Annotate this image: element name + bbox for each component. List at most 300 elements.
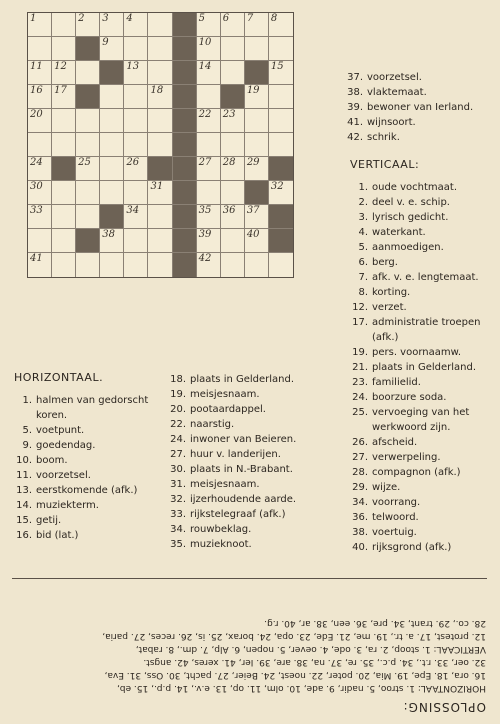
grid-cell[interactable] [197,109,221,133]
clue-item [14,483,148,498]
clue-text: plaats in N.-Brabant. [190,464,293,475]
grid-cell[interactable] [124,13,148,37]
clue-item [350,315,480,330]
clue-number: 2. [358,197,368,208]
clue-item [168,432,296,447]
grid-cell[interactable] [197,61,221,85]
grid-cell[interactable] [28,13,52,37]
horizontaal-section [14,370,148,543]
clue-number: 18. [170,374,186,385]
cell-number: 8 [270,13,278,24]
clue-item [350,450,480,465]
clue-item [350,345,480,360]
cell-number: 38 [102,229,115,240]
cell-number: 27 [198,157,212,168]
grid-cell[interactable] [100,181,124,205]
clue-item [350,480,480,495]
grid-cell[interactable] [197,13,221,37]
clue-number: 24. [170,434,186,445]
clue-number: 17. [352,317,368,328]
clue-text: voorzetsel. [367,72,422,83]
solution-line: 16. ora, 18. Epe, 19. Mia, 20. poter, 22. noest, 24. Beier, 27. pacht, 30. Oss, 31. Eva, [104,670,486,680]
cell-number: 1 [30,13,37,24]
grid-cell[interactable] [100,229,124,253]
cell-number: 7 [246,13,254,24]
cell-number: 14 [198,61,212,72]
clue-number: 26. [352,437,368,448]
clue-number: 13. [16,485,32,496]
clue-text: halmen van gedorscht [36,395,149,406]
clue-text: plaats in Gelderland. [190,374,295,385]
clue-item [350,525,480,540]
grid-cell-black [173,133,197,157]
grid-cell[interactable] [76,181,100,205]
grid-cell[interactable] [269,37,293,61]
grid-cell-black [52,157,76,181]
clue-text-continued: werkwoord zijn. [372,422,451,433]
verticaal-section [350,157,480,555]
grid-cell-black [100,205,124,229]
clue-number: 35. [170,539,186,550]
grid-cell[interactable] [76,13,100,37]
grid-cell[interactable] [100,37,124,61]
clue-text: verzet. [372,302,407,313]
grid-cell[interactable] [76,205,100,229]
clue-text: voorrang. [372,497,421,508]
grid-cell[interactable] [221,13,245,37]
clue-text: boorzure soda. [372,392,447,403]
clue-text: rijkstelegraaf (afk.) [190,509,286,520]
grid-cell[interactable] [100,253,124,277]
grid-cell-black [76,37,100,61]
clue-number: 36. [352,512,368,523]
clue-item [350,465,480,480]
cell-number: 22 [198,109,212,120]
solution-line: HORIZONTAAL: 1. stroo, 5. nadir, 9. ade, 10. olm, 11. op, 13. e.v., 14. p.p., 15. eb, [116,683,486,693]
grid-cell-black [76,229,100,253]
clue-number: 10. [16,455,32,466]
cell-number: 10 [198,37,212,48]
grid-cell[interactable] [124,157,148,181]
grid-cell[interactable] [124,85,148,109]
grid-cell-black [269,157,293,181]
clue-item [345,115,473,130]
grid-cell[interactable] [124,61,148,85]
grid-cell-black [173,109,197,133]
clue-text: eerstkomende (afk.) [36,485,138,496]
grid-cell[interactable] [28,85,52,109]
grid-cell[interactable] [52,109,76,133]
grid-cell[interactable] [197,37,221,61]
clue-item [14,423,148,438]
grid-cell[interactable] [76,133,100,157]
grid-cell[interactable] [245,133,269,157]
clue-number: 40. [352,542,368,553]
clue-number: 37. [347,72,363,83]
clue-number: 7. [358,272,368,283]
clue-item [350,360,480,375]
cell-number: 29 [246,157,260,168]
clue-text: oude vochtmaat. [372,182,458,193]
clue-number: 1. [22,395,32,406]
clue-item [168,507,296,522]
clue-text: bewoner van Ierland. [367,102,474,113]
clue-number: 19. [170,389,186,400]
clue-item [14,528,148,543]
solution-lines [14,616,486,694]
grid-cell[interactable] [197,205,221,229]
grid-cell[interactable] [269,61,293,85]
clue-item [350,285,480,300]
clue-number: 41. [347,117,363,128]
grid-cell[interactable] [100,133,124,157]
clue-item [345,70,473,85]
grid-cell[interactable] [269,13,293,37]
clue-item [168,402,296,417]
cell-number: 33 [30,205,43,216]
clue-number: 30. [170,464,186,475]
grid-cell[interactable] [148,61,172,85]
cell-number: 18 [150,85,164,96]
clue-item [350,510,480,525]
grid-cell[interactable] [197,85,221,109]
clue-number: 5. [358,242,368,253]
clue-text: waterkant. [372,227,426,238]
clue-number: 8. [358,287,368,298]
clue-number: 38. [347,87,363,98]
clue-item [14,498,148,513]
grid-cell-black [100,61,124,85]
grid-cell-black [173,157,197,181]
clue-number: 31. [170,479,186,490]
grid-cell[interactable] [124,253,148,277]
grid-cell-black [173,229,197,253]
clue-text: rouwbeklag. [190,524,252,535]
grid-cell[interactable] [52,133,76,157]
grid-cell[interactable] [269,253,293,277]
grid-cell-black [173,181,197,205]
grid-cell[interactable] [221,181,245,205]
grid-cell[interactable] [124,133,148,157]
clue-item [345,130,473,145]
grid-cell[interactable] [148,13,172,37]
grid-cell[interactable] [28,181,52,205]
clue-item [168,492,296,507]
grid-cell-black [173,37,197,61]
grid-cell[interactable] [52,229,76,253]
cell-number: 3 [102,13,109,24]
cell-number: 31 [150,181,164,192]
grid-cell[interactable] [197,229,221,253]
grid-cell[interactable] [124,109,148,133]
clue-number: 33. [170,509,186,520]
solution-upside-down [0,578,500,724]
clue-text: telwoord. [372,512,419,523]
grid-cell[interactable] [245,229,269,253]
clue-text: voorzetsel. [36,470,91,481]
clue-text: muzieknoot. [190,539,252,550]
clue-text: verwerpeling. [372,452,441,463]
grid-cell[interactable] [221,133,245,157]
grid-cell[interactable] [197,181,221,205]
clue-item [168,372,296,387]
grid-cell[interactable] [245,205,269,229]
solution-line: VERTICAAL: 1. stoop, 2. ra, 3. ode, 4. oever, 5. nopen, 6. Alp, 7. dm., 8. rabat, [135,644,486,654]
clue-text: goedendag. [36,440,96,451]
grid-cell[interactable] [269,109,293,133]
clue-text: berg. [372,257,398,268]
clue-number: 27. [170,449,186,460]
clue-text: schrik. [367,132,400,143]
grid-cell[interactable] [221,157,245,181]
clue-number: 24. [352,392,368,403]
cell-number: 34 [126,205,140,216]
grid-cell-black [245,181,269,205]
clue-number: 4. [358,227,368,238]
clue-text: plaats in Gelderland. [372,362,477,373]
grid-cell[interactable] [28,133,52,157]
clue-text: inwoner van Beieren. [190,434,297,445]
clue-number: 6. [358,257,368,268]
grid-cell-black [173,205,197,229]
cell-number: 26 [126,157,140,168]
grid-cell[interactable] [124,181,148,205]
grid-cell[interactable] [148,85,172,109]
clue-item [14,438,148,453]
clue-number: 39. [347,102,363,113]
clue-item [14,453,148,468]
cell-number: 23 [222,109,236,120]
clue-number: 15. [16,515,32,526]
cell-number: 32 [270,181,284,192]
clue-item [350,240,480,255]
clue-number: 14. [16,500,32,511]
grid-cell[interactable] [245,157,269,181]
grid-cell[interactable] [100,13,124,37]
grid-cell[interactable] [76,253,100,277]
clue-item [350,540,480,555]
grid-cell[interactable] [148,205,172,229]
grid-cell[interactable] [197,133,221,157]
solution-title: OPLOSSING: [402,700,486,714]
clue-text: compagnon (afk.) [372,467,461,478]
clue-item [350,270,480,285]
clue-item [168,387,296,402]
clue-text: wijnsoort. [367,117,416,128]
clue-item [350,495,480,510]
clue-item [168,522,296,537]
cell-number: 19 [246,85,260,96]
grid-cell[interactable] [100,109,124,133]
clue-number: 32. [170,494,186,505]
clue-number: 22. [170,419,186,430]
cell-number: 9 [102,37,109,48]
clue-item [350,180,480,195]
horizontaal-section-col2 [168,372,296,552]
cell-number: 16 [30,85,43,96]
cell-number: 6 [222,13,230,24]
grid-cell[interactable] [245,109,269,133]
clue-text: bid (lat.) [36,530,79,541]
clue-text: afk. v. e. lengtemaat. [372,272,479,283]
grid-cell[interactable] [52,253,76,277]
grid-cell[interactable] [269,181,293,205]
grid-cell[interactable] [52,181,76,205]
clue-number: 28. [352,467,368,478]
cell-number: 35 [198,205,212,216]
grid-cell[interactable] [100,85,124,109]
cell-number: 28 [222,157,236,168]
grid-cell[interactable] [100,157,124,181]
grid-cell[interactable] [124,37,148,61]
grid-cell[interactable] [28,109,52,133]
grid-cell[interactable] [28,37,52,61]
clue-number: 20. [170,404,186,415]
verticaal-heading: VERTICAAL: [350,158,420,171]
grid-cell[interactable] [52,61,76,85]
cell-number: 4 [126,13,133,24]
solution-line: 12. protest, 17. a. tr., 19. me, 21. Ede, 23. opa, 24. borax, 25. is, 26. reces, 27. paria, [102,631,486,641]
grid-cell[interactable] [245,37,269,61]
grid-cell[interactable] [269,133,293,157]
clue-text: voertuig. [372,527,417,538]
cell-number: 17 [54,85,67,96]
clue-item [350,300,480,315]
grid-cell-black [173,85,197,109]
cell-number: 36 [222,205,236,216]
clue-text: aanmoedigen. [372,242,444,253]
grid-cell[interactable] [148,181,172,205]
grid-cell[interactable] [52,85,76,109]
clue-text: meisjesnaam. [190,389,260,400]
grid-cell[interactable] [269,85,293,109]
cell-number: 11 [30,61,43,72]
grid-cell[interactable] [245,13,269,37]
grid-cell[interactable] [76,109,100,133]
clue-item [350,210,480,225]
clue-text: muziekterm. [36,500,99,511]
clue-number: 23. [352,377,368,388]
horizontaal-heading: HORIZONTAAL. [14,371,104,384]
cell-number: 20 [30,109,43,120]
grid-cell[interactable] [148,37,172,61]
cell-number: 39 [198,229,212,240]
grid-cell[interactable] [148,229,172,253]
clue-item [350,405,480,420]
grid-cell[interactable] [52,13,76,37]
cell-number: 13 [126,61,140,72]
clue-text: pers. voornaamw. [372,347,462,358]
crossword-grid [27,12,294,278]
clue-number: 34. [352,497,368,508]
clue-number: 34. [170,524,186,535]
grid-cell[interactable] [76,157,100,181]
clue-text: naarstig. [190,419,235,430]
grid-cell[interactable] [28,61,52,85]
grid-cell[interactable] [197,157,221,181]
grid-cell[interactable] [28,253,52,277]
clue-item [14,513,148,528]
grid-cell-black [269,205,293,229]
grid-cell[interactable] [221,109,245,133]
cell-number: 5 [198,13,205,24]
grid-cell[interactable] [76,61,100,85]
grid-cell[interactable] [245,85,269,109]
clue-item [350,435,480,450]
clue-text: afscheid. [372,437,418,448]
clue-number: 12. [352,302,368,313]
grid-cell-black [148,157,172,181]
clue-number: 3. [358,212,368,223]
grid-cell[interactable] [221,229,245,253]
clue-text: administratie troepen [372,317,481,328]
clue-number: 19. [352,347,368,358]
clue-item [350,255,480,270]
grid-cell[interactable] [245,253,269,277]
grid-cell[interactable] [221,253,245,277]
grid-cell[interactable] [52,37,76,61]
grid-cell[interactable] [28,157,52,181]
cell-number: 25 [78,157,91,168]
clue-item [14,468,148,483]
grid-cell[interactable] [221,205,245,229]
grid-cell[interactable] [197,253,221,277]
grid-cell-black [221,85,245,109]
grid-cell-black [269,229,293,253]
clue-number: 25. [352,407,368,418]
solution-line: 32. oer, 33. r.t., 34. p.c., 35. re, 37. na, 38. are, 39. Ier, 41. xeres, 42. angst. [143,657,486,667]
grid-cell-black [173,13,197,37]
clue-number: 29. [352,482,368,493]
grid-cell[interactable] [28,229,52,253]
clue-item [350,375,480,390]
solution-line: 28. co., 29. trant, 34. pre, 36. een, 38. ar, 40. r.g. [264,618,486,628]
clue-text: deel v. e. schip. [372,197,450,208]
clue-item [168,447,296,462]
clue-item [168,462,296,477]
horizontaal-continued [345,70,473,145]
cell-number: 42 [198,253,212,264]
clue-text: getij. [36,515,62,526]
grid-cell[interactable] [148,133,172,157]
grid-cell[interactable] [28,205,52,229]
clue-text: vervoeging van het [372,407,470,418]
clue-text: pootaardappel. [190,404,266,415]
clue-number: 1. [358,182,368,193]
clue-number: 16. [16,530,32,541]
clue-item [350,225,480,240]
grid-cell-black [76,85,100,109]
cell-number: 12 [54,61,67,72]
cell-number: 40 [246,229,260,240]
grid-cell[interactable] [124,229,148,253]
grid-cell[interactable] [124,205,148,229]
clue-number: 11. [16,470,32,481]
cell-number: 41 [30,253,43,264]
cell-number: 37 [246,205,260,216]
grid-cell[interactable] [148,253,172,277]
cell-number: 30 [30,181,43,192]
clue-text-continued: koren. [36,410,68,421]
grid-cell[interactable] [221,37,245,61]
clue-text: vlaktemaat. [367,87,427,98]
grid-cell[interactable] [148,109,172,133]
clue-number: 42. [347,132,363,143]
clue-number: 21. [352,362,368,373]
grid-cell[interactable] [221,61,245,85]
clue-item [350,195,480,210]
grid-cell[interactable] [52,205,76,229]
